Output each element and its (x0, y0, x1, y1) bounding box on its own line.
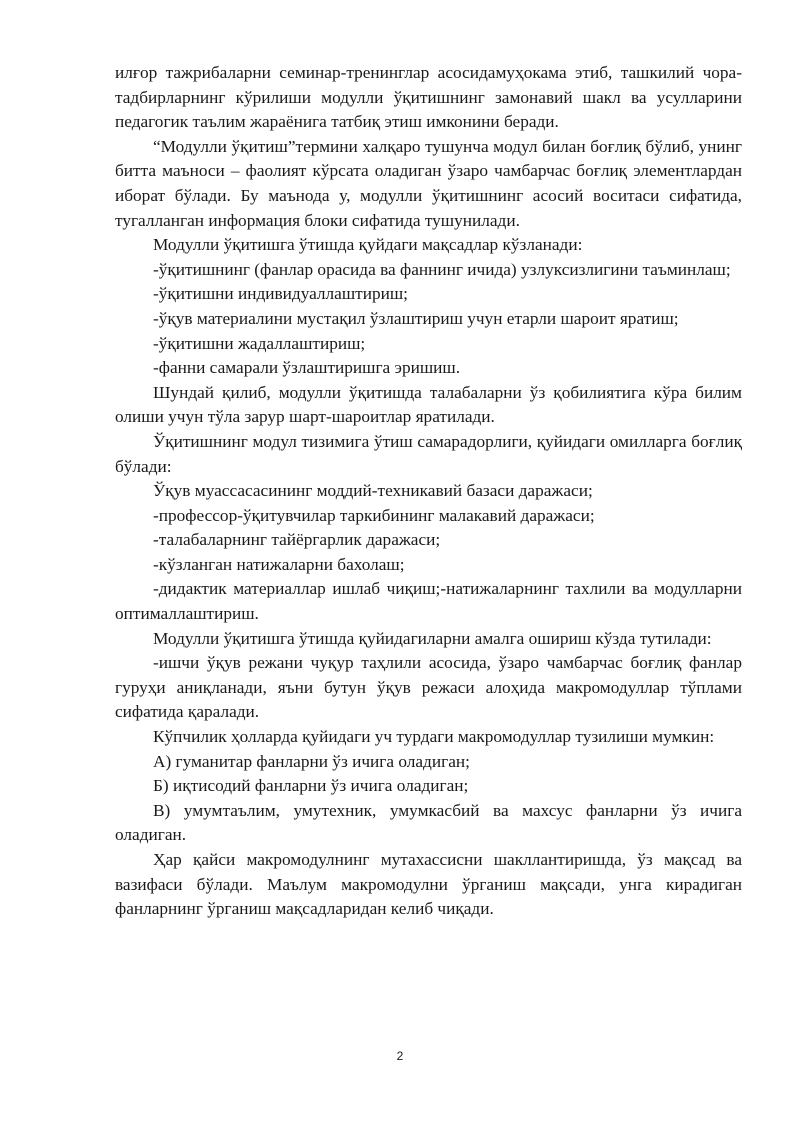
list-item: -ўқитишнинг (фанлар орасида ва фаннинг ичида) узлуксизлигини таъминлаш; (153, 259, 731, 279)
list-item: -фанни самарали ўзлаштиришга эришиш. (153, 358, 461, 378)
list-item: -ўқитишни индивидуаллаштириш; (153, 284, 408, 304)
document-body (115, 61, 742, 922)
list-item: -талабаларнинг тайёргарлик даражаси; (153, 530, 441, 550)
paragraph: Шундай қилиб, модулли ўқитишда талабаларни ўз қобилиятига кўра билим олиши учун тўла зарур шарт-шароитлар яратилади. (115, 382, 742, 427)
paragraph: Кўпчилик ҳолларда қуйидаги уч турдаги макромодуллар тузилиши мумкин: (153, 727, 715, 747)
paragraph: илғор тажрибаларни семинар-тренинглар асосидамуҳокама этиб, ташкилий чора-тадбирларнинг кўрилиши модулли ўқитишнинг замонавий шакл ва усулларини педагогик таълим жараёнига татбиқ этиш имконини беради. (115, 63, 742, 132)
list-item: Ўқув муассасасининг моддий-техникавий базаси даражаси; (153, 481, 593, 501)
paragraph: Модулли ўқитишга ўтишда қуйдаги мақсадлар кўзланади: (153, 235, 583, 255)
paragraph: Ўқитишнинг модул тизимига ўтиш самарадорлиги, қуйидаги омилларга боғлиқ бўлади: (115, 431, 742, 476)
page-number: 2 (396, 1049, 404, 1063)
list-item: -кўзланган натижаларни бахолаш; (153, 554, 405, 574)
list-item: -ишчи ўқув режани чуқур таҳлили асосида, ўзаро чамбарчас боғлиқ фанлар гуруҳи аниқланади, яъни бутун ўқув режаси алоҳида макромодуллар тўплами сифатида қаралади. (115, 653, 742, 722)
list-item: Б) иқтисодий фанларни ўз ичига оладиган; (153, 776, 469, 796)
list-item: А) гуманитар фанларни ўз ичига оладиган; (153, 751, 470, 771)
list-item: В) умумтаълим, умутехник, умумкасбий ва махсус фанларни ўз ичига оладиган. (115, 800, 742, 845)
list-item: -дидактик материаллар ишлаб чиқиш;-натижаларнинг тахлили ва модулларни оптималлаштириш. (115, 579, 742, 624)
list-item: -профессор-ўқитувчилар таркибининг малакавий даражаси; (153, 505, 595, 525)
paragraph: Модулли ўқитишга ўтишда қуйидагиларни амалга ошириш кўзда тутилади: (153, 628, 712, 648)
paragraph: Ҳар қайси макромодулнинг мутахассисни шакллантиришда, ўз мақсад ва вазифаси бўлади. Маълум макромодулни ўрганиш мақсади, унга кирадиган фанларнинг ўрганиш мақсадларидан келиб чиқади. (115, 850, 742, 919)
paragraph: “Модулли ўқитиш”термини халқаро тушунча модул билан боғлиқ бўлиб, унинг битта маъноси – фаолият кўрсата оладиган ўзаро чамбарчас боғлиқ элементлардан иборат бўлади. Бу маънода у, модулли ўқитишнинг асосий воситаси сифатида, тугалланган информация блоки сифатида тушунилади. (115, 136, 742, 230)
list-item: -ўқув материалини мустақил ўзлаштириш учун етарли шароит яратиш; (153, 308, 679, 328)
list-item: -ўқитишни жадаллаштириш; (153, 333, 366, 353)
